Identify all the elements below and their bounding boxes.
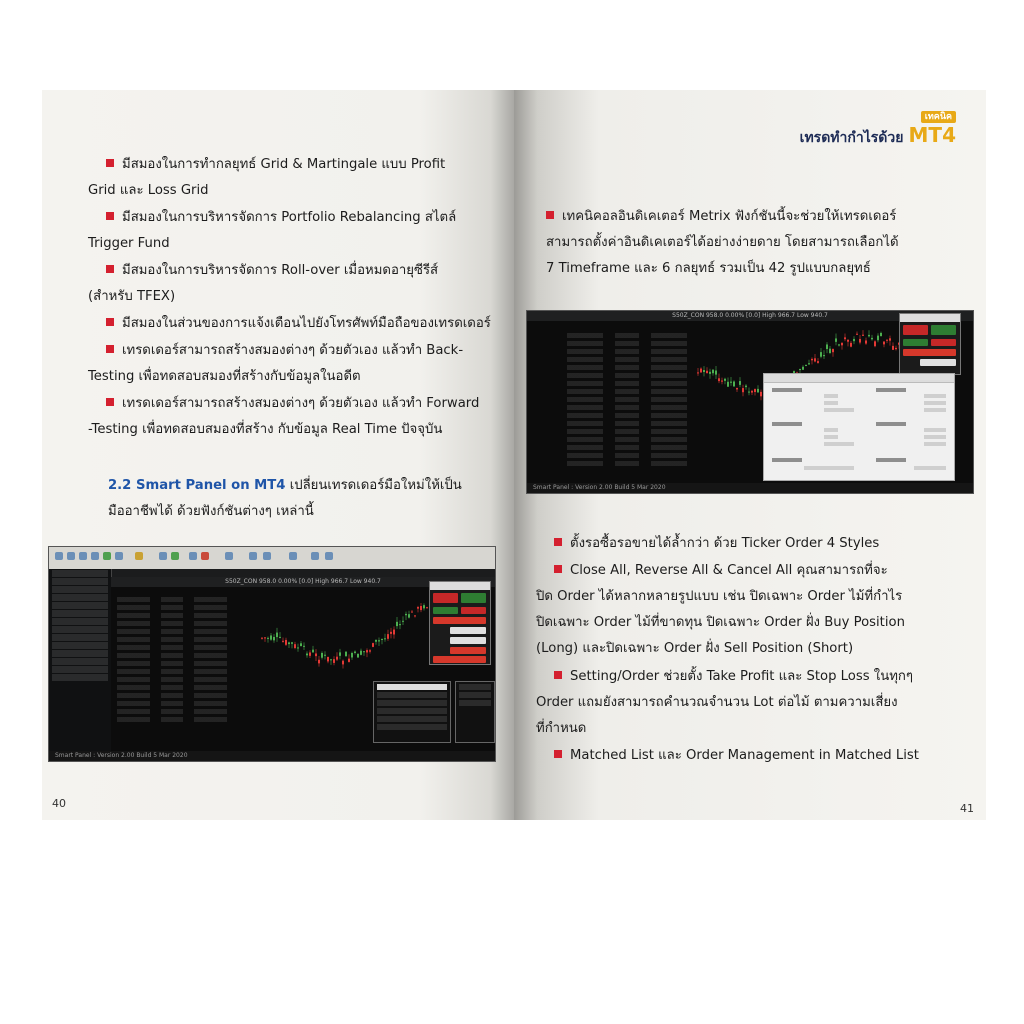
bullet-marker — [554, 750, 562, 758]
chart-caption: S50Z_CON 958.0 0.00% [0.0] High 966.7 Low 940.7 — [225, 578, 381, 585]
candle-body — [799, 369, 801, 370]
candle-body — [405, 614, 407, 615]
left-page — [42, 90, 514, 820]
candle-body — [736, 388, 738, 389]
bullet-marker — [106, 318, 114, 326]
book-spread — [42, 90, 986, 820]
status-bar: Smart Panel : Version 2.00 Build 5 Mar 2020 — [49, 751, 495, 761]
section-heading: 2.2 Smart Panel on MT4 — [108, 478, 286, 493]
candle-body — [375, 640, 377, 642]
candle-body — [342, 661, 344, 665]
candle-body — [318, 660, 320, 664]
candle-body — [285, 640, 287, 645]
candle-body — [754, 389, 756, 392]
brand-line2: MT4 — [908, 123, 956, 147]
candle-body — [715, 371, 717, 375]
candle-body — [808, 363, 810, 364]
bullet-item: เทรดเดอร์สามารถสร้างสมองต่างๆ ด้วยตัวเอง แล้วทำ Forward -Testing เพื่อทดสอบสมองที่สร้าง กับข้อมูล Real Time ปัจจุบัน — [88, 395, 480, 437]
candle-body — [402, 621, 404, 622]
candle-body — [327, 657, 329, 662]
candle-body — [880, 333, 882, 336]
candle-body — [895, 348, 897, 349]
smart-panel — [899, 313, 961, 375]
candle-body — [390, 632, 392, 634]
candle-body — [856, 334, 858, 335]
indicator-dialog — [763, 373, 955, 481]
candle-body — [393, 630, 395, 635]
candle-body — [411, 612, 413, 613]
bullet-marker — [106, 159, 114, 167]
candle-body — [279, 637, 281, 638]
price-chart — [111, 577, 495, 751]
bullet-item: Close All, Reverse All & Cancel All คุณสามารถที่จะ ปิด Order ได้หลากหลายรูปแบบ เช่น ปิดเฉพาะ Order ไม้ที่กำไร ปิดเฉพาะ Order ไม้ที่ขาดทุน ปิดเฉพาะ Order ฝั่ง Buy Position (Long) และปิดเฉพาะ Order ฝั่ง Sell Position (Short) — [536, 562, 905, 656]
candle-body — [889, 338, 891, 340]
candle-body — [709, 372, 711, 374]
candle-body — [372, 643, 374, 647]
candle-body — [381, 639, 383, 640]
candle-body — [829, 349, 831, 353]
candle-body — [865, 340, 867, 343]
candle-body — [835, 338, 837, 341]
candle-body — [366, 650, 368, 652]
bullet-item: Setting/Order ช่วยตั้ง Take Profit และ Stop Loss ในทุกๆ Order แถมยังสามารถคำนวณจำนวน Lot ต่อไม้ ตามความเสี่ยง ที่กำหนด — [536, 668, 913, 736]
candle-body — [273, 637, 275, 640]
candle-body — [832, 349, 834, 352]
candle-body — [739, 381, 741, 385]
candle-body — [811, 359, 813, 360]
candle-body — [838, 344, 840, 345]
mt4-screenshot-left — [48, 546, 496, 762]
candle-body — [357, 654, 359, 658]
smart-panel — [429, 581, 491, 665]
candle-body — [324, 655, 326, 656]
candle-body — [339, 652, 341, 655]
candle-body — [742, 388, 744, 392]
section-text-2: มืออาชีพได้ ด้วยฟังก์ชันต่างๆ เหล่านี้ — [108, 504, 314, 519]
matched-list — [373, 681, 451, 743]
candle-body — [850, 343, 852, 347]
candle-body — [748, 392, 750, 393]
candle-body — [697, 372, 699, 373]
candle-body — [354, 652, 356, 653]
bullet-marker — [106, 265, 114, 273]
bullet-marker — [554, 671, 562, 679]
candle-body — [351, 653, 353, 657]
candle-body — [414, 615, 416, 616]
market-watch-panel — [49, 569, 112, 751]
candle-body — [288, 642, 290, 644]
order-list — [455, 681, 495, 743]
candle-body — [805, 365, 807, 366]
mt4-screenshot-right — [526, 310, 974, 494]
candle-body — [712, 370, 714, 374]
brand-tag: เทคนิค — [921, 111, 956, 123]
section-intro — [108, 473, 498, 525]
bullet-marker — [106, 212, 114, 220]
brand-header — [800, 104, 956, 149]
candle-body — [360, 651, 362, 655]
candle-body — [844, 337, 846, 339]
candle-body — [348, 659, 350, 662]
candle-body — [306, 654, 308, 656]
page-number-left: 40 — [52, 797, 66, 810]
section-text-1: เปลี่ยนเทรดเดอร์มือใหม่ให้เป็น — [289, 478, 462, 493]
candle-body — [300, 643, 302, 646]
candle-body — [886, 340, 888, 341]
candle-body — [727, 382, 729, 387]
candle-body — [423, 605, 425, 608]
candle-body — [874, 341, 876, 346]
candle-body — [721, 381, 723, 382]
right-page — [514, 90, 986, 820]
bullet-marker — [106, 345, 114, 353]
bullet-item: มีสมองในการทำกลยุทธ์ Grid & Martingale แบบ Profit Grid และ Loss Grid — [88, 157, 446, 198]
chart-caption: S50Z_CON 958.0 0.00% [0.0] High 966.7 Low 940.7 — [672, 312, 828, 319]
intro-paragraph: เทคนิคอลอินดิเคเตอร์ Metrix ฟังก์ชันนี้จะช่วยให้เทรดเดอร์ สามารถตั้งค่าอินดิเคเตอร์ได้อย่างง่ายดาย โดยสามารถเลือกได้ 7 Timeframe และ 6 กลยุทธ์ รวมเป็น 42 รูปแบบกลยุทธ์ — [546, 209, 899, 276]
candle-body — [868, 335, 870, 336]
candle-body — [267, 638, 269, 639]
candle-body — [862, 335, 864, 336]
candle-body — [276, 633, 278, 637]
candle-body — [297, 647, 299, 648]
candle-body — [408, 614, 410, 617]
candle-body — [261, 638, 263, 639]
candle-body — [396, 622, 398, 626]
candle-body — [751, 391, 753, 393]
candle-body — [817, 361, 819, 363]
bullet-item: เทรดเดอร์สามารถสร้างสมองต่างๆ ด้วยตัวเอง แล้วทำ Back- Testing เพื่อทดสอบสมองที่สร้างกับข้อมูลในอดีต — [88, 342, 464, 384]
candle-body — [703, 370, 705, 372]
bullet-item: มีสมองในการบริหารจัดการ Portfolio Rebalancing สไตล์ Trigger Fund — [88, 210, 457, 251]
candle-body — [321, 653, 323, 658]
price-chart — [527, 311, 973, 483]
candle-body — [264, 637, 266, 638]
bullet-marker — [554, 565, 562, 573]
candle-body — [369, 650, 371, 651]
candle-body — [330, 659, 332, 660]
candle-body — [820, 352, 822, 357]
candle-body — [270, 635, 272, 639]
candle-body — [733, 381, 735, 386]
brand-line1: เทรดทำกำไรด้วย — [799, 130, 904, 146]
bullet-item: Matched List และ Order Management in Matched List — [536, 743, 966, 769]
candle-body — [823, 355, 825, 356]
candle-body — [420, 606, 422, 610]
candle-body — [315, 653, 317, 656]
bullet-item: มีสมองในส่วนของการแจ้งเตือนไปยังโทรศัพท์มือถือของเทรดเดอร์ — [88, 311, 498, 337]
candle-body — [745, 386, 747, 388]
bullet-marker — [546, 211, 554, 219]
toolbar — [49, 547, 495, 569]
candle-body — [730, 382, 732, 383]
bullet-marker — [106, 398, 114, 406]
candle-body — [700, 369, 702, 373]
candle-body — [841, 343, 843, 346]
candle-body — [802, 367, 804, 370]
candle-body — [883, 341, 885, 344]
candle-body — [814, 358, 816, 361]
candle-body — [294, 644, 296, 648]
candle-body — [859, 339, 861, 343]
candle-body — [336, 657, 338, 660]
bullet-marker — [554, 538, 562, 546]
candle-body — [718, 378, 720, 381]
candle-body — [877, 336, 879, 341]
candle-body — [826, 344, 828, 349]
candle-body — [363, 651, 365, 652]
candle-body — [892, 346, 894, 350]
candle-body — [853, 339, 855, 341]
candle-body — [378, 640, 380, 641]
candle-body — [312, 650, 314, 653]
page-number-right: 41 — [960, 802, 974, 815]
candle-body — [706, 371, 708, 373]
bullet-item: ตั้งรอซื้อรอขายได้ล้ำกว่า ด้วย Ticker Order 4 Styles — [536, 531, 966, 557]
candle-body — [303, 646, 305, 647]
candle-body — [871, 338, 873, 339]
candle-body — [387, 634, 389, 639]
bullet-item: มีสมองในการบริหารจัดการ Roll-over เมื่อหมดอายุซีรีส์ (สำหรับ TFEX) — [88, 263, 439, 304]
candle-body — [724, 379, 726, 381]
candle-body — [399, 624, 401, 625]
candle-body — [291, 642, 293, 643]
candle-body — [345, 652, 347, 657]
candle-body — [417, 607, 419, 609]
candle-body — [309, 652, 311, 655]
candle-body — [282, 641, 284, 642]
candle-body — [757, 389, 759, 393]
candle-body — [847, 340, 849, 342]
candle-body — [760, 392, 762, 396]
candle-body — [384, 638, 386, 639]
candle-body — [426, 607, 428, 608]
status-bar: Smart Panel : Version 2.00 Build 5 Mar 2020 — [527, 483, 973, 493]
candle-body — [333, 659, 335, 663]
